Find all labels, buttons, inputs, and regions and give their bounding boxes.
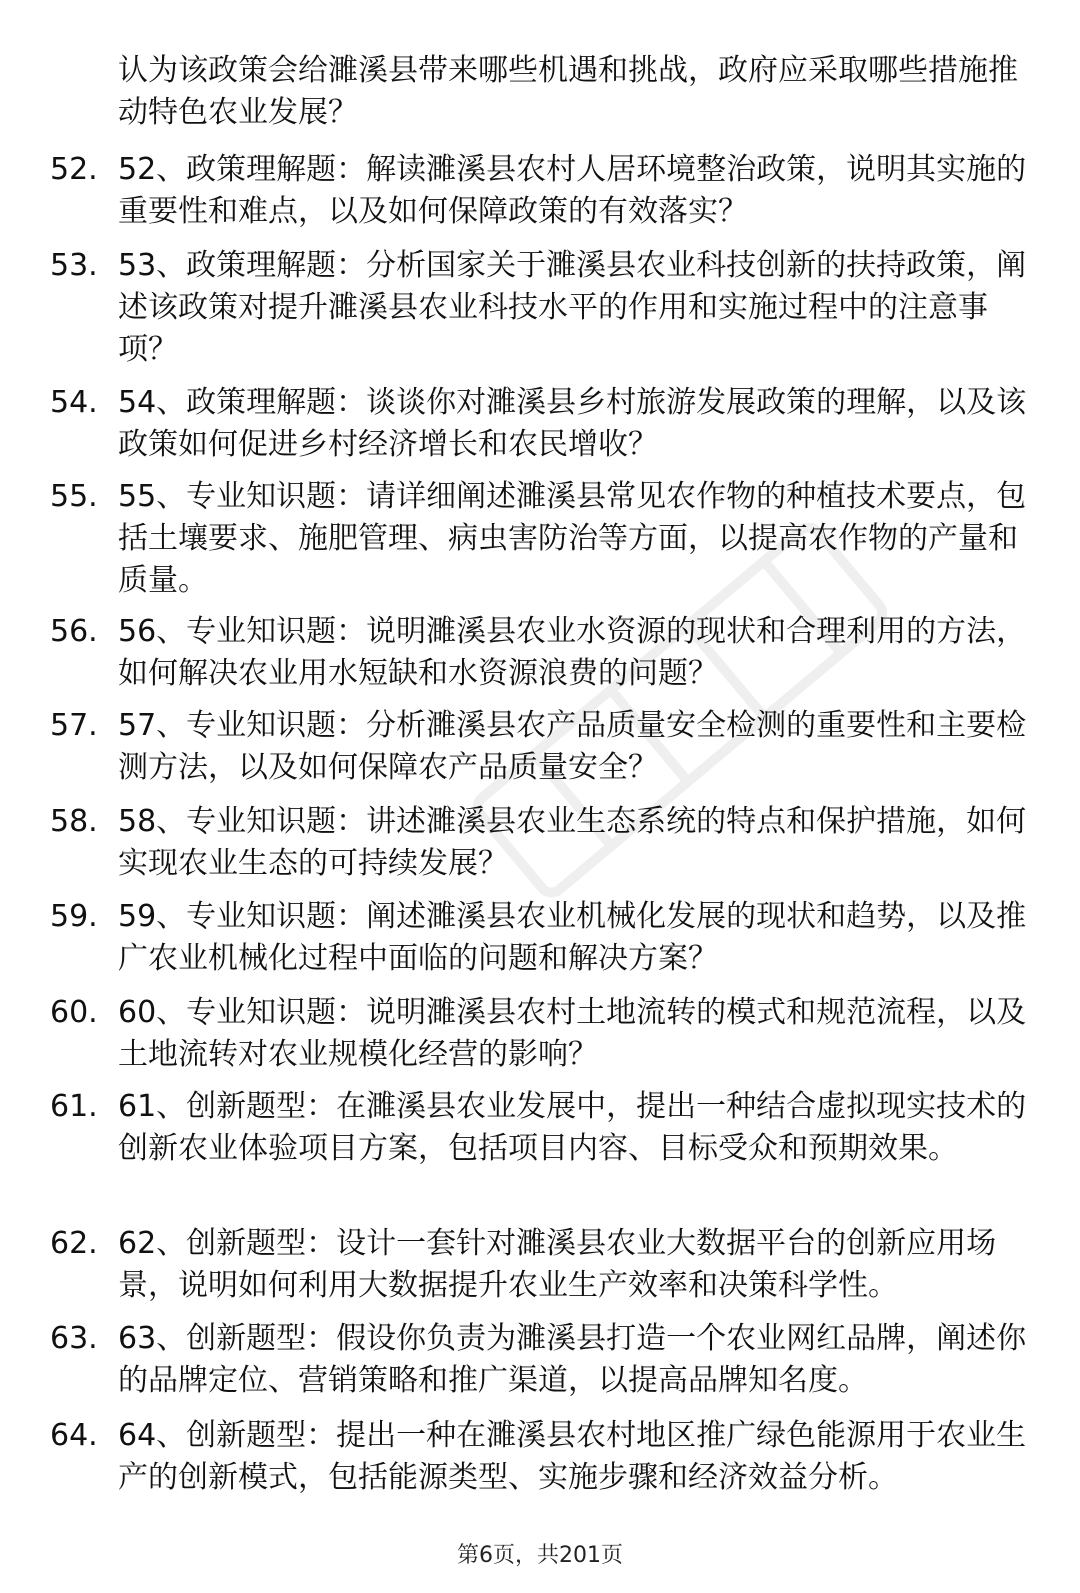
item-number: 64. xyxy=(50,1418,98,1453)
item-number: 60. xyxy=(50,995,98,1030)
item-text: 63、创新题型：假设你负责为濉溪县打造一个农业网红品牌，阐述你的品牌定位、营销策略和推广渠道，以提高品牌知名度。 xyxy=(118,1321,1027,1398)
item-text: 52、政策理解题：解读濉溪县农村人居环境整治政策，说明其实施的重要性和难点，以及如何保障政策的有效落实？ xyxy=(118,152,1027,229)
item-text: 64、创新题型：提出一种在濉溪县农村地区推广绿色能源用于农业生产的创新模式，包括能源类型、实施步骤和经济效益分析。 xyxy=(118,1418,1027,1495)
item-text: 58、专业知识题：讲述濉溪县农业生态系统的特点和保护措施，如何实现农业生态的可持续发展？ xyxy=(118,804,1027,881)
item-number: 55. xyxy=(50,479,98,514)
item-number: 61. xyxy=(50,1089,98,1124)
item-text: 54、政策理解题：谈谈你对濉溪县乡村旅游发展政策的理解，以及该政策如何促进乡村经济增长和农民增收？ xyxy=(118,385,1027,462)
item-number: 58. xyxy=(50,804,98,839)
item-number: 52. xyxy=(50,152,98,187)
item-text: 60、专业知识题：说明濉溪县农村土地流转的模式和规范流程，以及土地流转对农业规模化经营的影响？ xyxy=(118,995,1027,1072)
item-number: 53. xyxy=(50,248,98,283)
item-text: 55、专业知识题：请详细阐述濉溪县常见农作物的种植技术要点，包括土壤要求、施肥管理、病虫害防治等方面，以提高农作物的产量和质量。 xyxy=(118,479,1027,598)
item-number: 56. xyxy=(50,614,98,649)
item-text: 53、政策理解题：分析国家关于濉溪县农业科技创新的扶持政策，阐述该政策对提升濉溪县农业科技水平的作用和实施过程中的注意事项？ xyxy=(118,248,1027,367)
item-number: 57. xyxy=(50,708,98,743)
page-footer: 第6页，共201页 xyxy=(457,1543,623,1568)
intro-paragraph: 认为该政策会给濉溪县带来哪些机遇和挑战，政府应采取哪些措施推动特色农业发展？ xyxy=(118,53,1018,130)
item-text: 56、专业知识题：说明濉溪县农业水资源的现状和合理利用的方法，如何解决农业用水短缺和水资源浪费的问题？ xyxy=(118,614,1027,691)
item-number: 62. xyxy=(50,1226,98,1261)
item-text: 62、创新题型：设计一套针对濉溪县农业大数据平台的创新应用场景，说明如何利用大数据提升农业生产效率和决策科学性。 xyxy=(118,1226,997,1303)
item-text: 59、专业知识题：阐述濉溪县农业机械化发展的现状和趋势，以及推广农业机械化过程中面临的问题和解决方案？ xyxy=(118,899,1027,976)
item-text: 61、创新题型：在濉溪县农业发展中，提出一种结合虚拟现实技术的创新农业体验项目方案，包括项目内容、目标受众和预期效果。 xyxy=(118,1089,1027,1166)
item-number: 59. xyxy=(50,899,98,934)
item-number: 54. xyxy=(50,385,98,420)
item-text: 57、专业知识题：分析濉溪县农产品质量安全检测的重要性和主要检测方法，以及如何保障农产品质量安全？ xyxy=(118,708,1027,785)
item-number: 63. xyxy=(50,1321,98,1356)
